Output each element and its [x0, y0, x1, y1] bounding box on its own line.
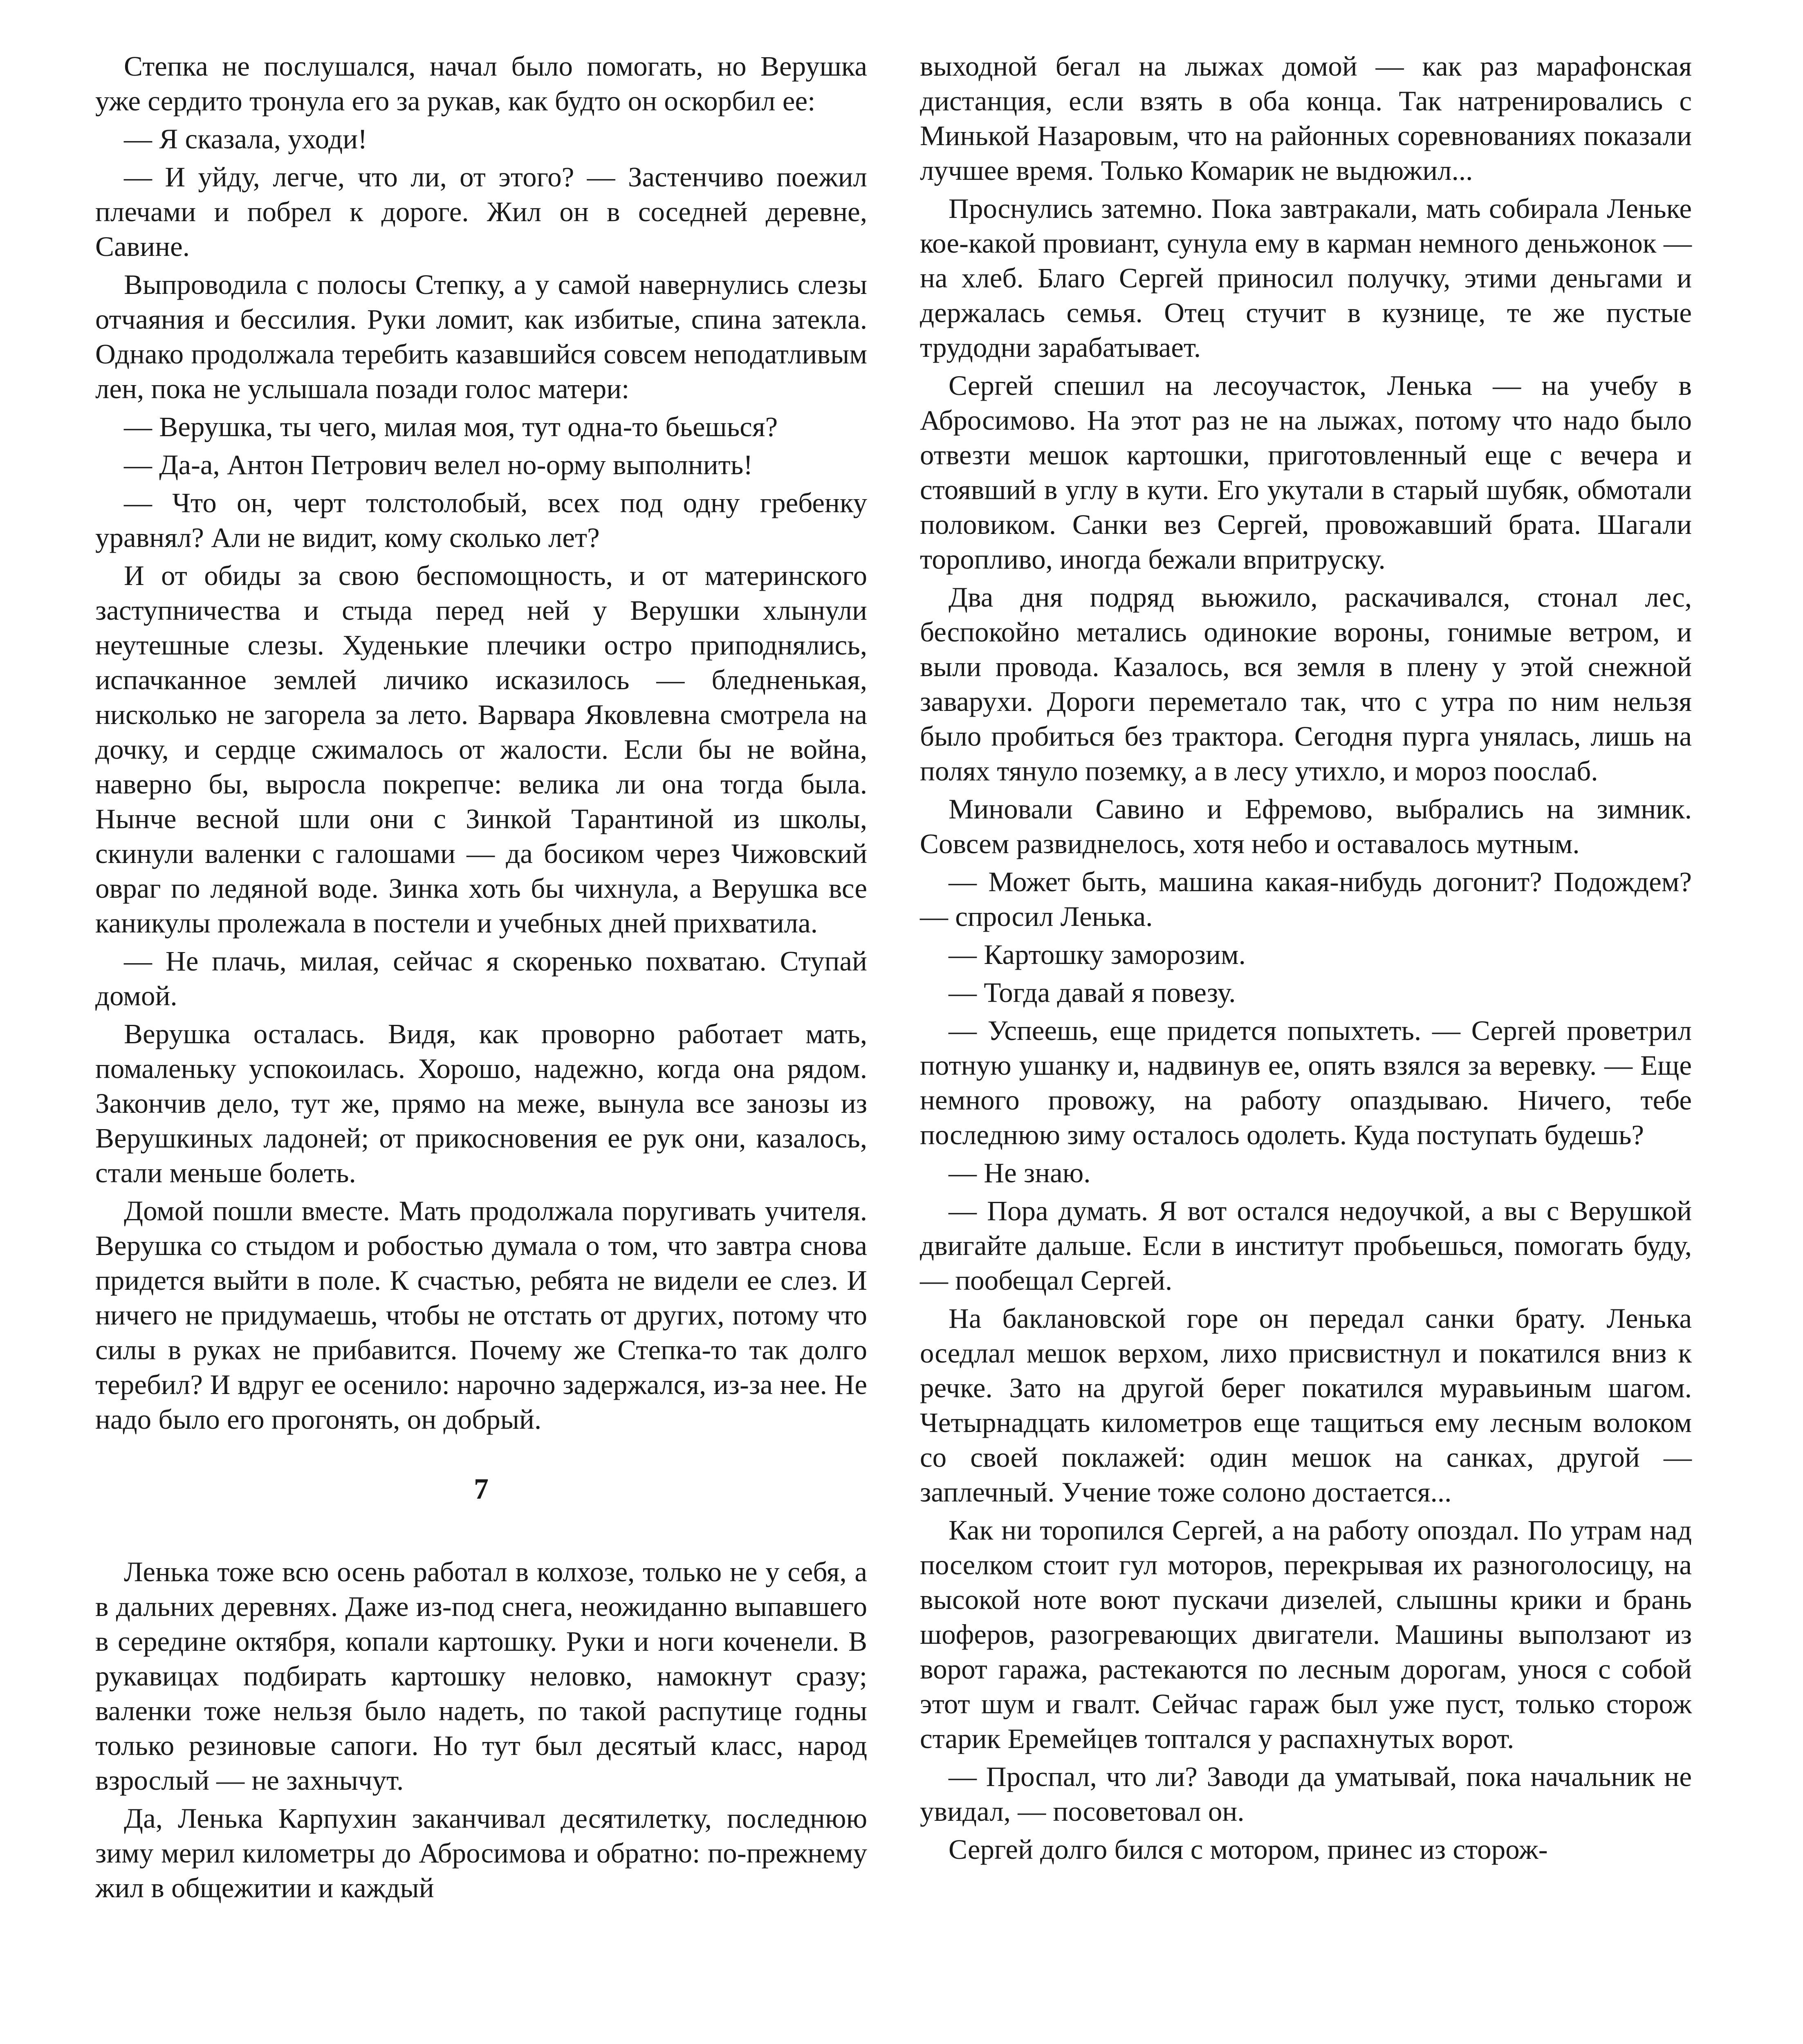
continued-paragraph: выходной бегал на лыжах домой — как раз марафонская дистанция, если взять в оба конца. Так натренировались с Минькой Назаровым, что на районных соревнованиях показали лучшее время. Только Комарик не выдюжил...: [920, 51, 1692, 186]
right-column: [920, 49, 1692, 1867]
left-paragraphs-after: [95, 1555, 867, 1905]
paragraph: Верушка осталась. Видя, как проворно работает мать, помаленьку успокоилась. Хорошо, надежно, когда она рядом. Закончив дело, тут же, прямо на меже, вынула все занозы из Верушкиных ладоней; от прикосновения ее рук они, казалось, стали меньше болеть.: [95, 1018, 867, 1188]
paragraph: — Да-а, Антон Петрович велел но-орму выполнить!: [124, 449, 753, 480]
paragraph: — Успеешь, еще придется попыхтеть. — Сергей проветрил потную ушанку и, надвинув ее, опять взялся за веревку. — Еще немного провожу, на работу опаздываю. Ничего, тебе последнюю зиму осталось одолеть. Куда поступать будешь?: [920, 1015, 1692, 1150]
paragraph: Проснулись затемно. Пока завтракали, мать собирала Леньке кое-какой провиант, сунула ему в карман немного деньжонок — на хлеб. Благо Сергей приносил получку, этими деньгами и держалась семья. Отец стучит в кузнице, те же пустые трудодни зарабатывает.: [920, 193, 1692, 363]
paragraph: Ленька тоже всю осень работал в колхозе, только не у себя, а в дальних деревнях. Даже из-под снега, неожиданно выпавшего в середине октября, копали картошку. Руки и ноги коченели. В рукавицах подбирать картошку неловко, намокнут сразу; валенки тоже нельзя было надеть, по такой распутице годны только резиновые сапоги. Но тут был десятый класс, народ взрослый — не захнычут.: [95, 1556, 867, 1796]
paragraph: Миновали Савино и Ефремово, выбрались на зимник. Совсем развиднелось, хотя небо и оставалось мутным.: [920, 793, 1692, 859]
paragraph: — Я сказала, уходи!: [124, 123, 368, 155]
paragraph: На баклановской горе он передал санки брату. Ленька оседлал мешок верхом, лихо присвистнул и покатился вниз к речке. Зато на другой берег покатился муравьиным шагом. Четырнадцать километров еще тащиться ему лесным волоком со своей поклажей: один мешок на санках, другой — заплечный. Учение тоже солоно достается...: [920, 1303, 1692, 1508]
paragraph: Как ни торопился Сергей, а на работу опоздал. По утрам над поселком стоит гул моторов, перекрывая их разноголосицу, на высокой ноте воют пускачи дизелей, слышны крики и брань шоферов, разогревающих двигатели. Машины выползают из ворот гаража, растекаются по лесным дорогам, унося с собой этот шум и гвалт. Сейчас гараж был уже пуст, только сторож старик Еремейцев топтался у распахнутых ворот.: [920, 1515, 1692, 1754]
paragraph: Сергей долго бился с мотором, принес из сторож-: [949, 1834, 1548, 1865]
left-column: [95, 49, 867, 1905]
chapter-number: 7: [474, 1472, 489, 1505]
paragraph: Выпроводила с полосы Степку, а у самой навернулись слезы отчаяния и бессилия. Руки ломит, как избитые, спина затекла. Однако продолжала теребить казавшийся совсем неподатливым лен, пока не услышала позади голос матери:: [95, 269, 867, 404]
paragraph: И от обиды за свою беспомощность, и от материнского заступничества и стыда перед ней у Верушки хлынули неутешные слезы. Худенькие плечики остро приподнялись, испачканное землей личико исказилось — бледненькая, нисколько не загорела за лето. Варвара Яковлевна смотрела на дочку, и сердце сжималось от жалости. Если бы не война, наверно бы, выросла покрепче: велика ли она тогда была. Нынче весной шли они с Зинкой Тарантиной из школы, скинули валенки с галошами — да босиком через Чижовский овраг по ледяной воде. Зинка хоть бы чихнула, а Верушка все каникулы пролежала в постели и учебных дней прихватила.: [95, 560, 867, 939]
paragraph: Два дня подряд вьюжило, раскачивался, стонал лес, беспокойно метались одинокие вороны, гонимые ветром, и выли провода. Казалось, вся земля в плену у этой снежной заварухи. Дороги переметало так, что с утра по ним нельзя было пробиться без трактора. Сегодня пурга унялась, лишь на полях тянуло поземку, а в лесу утихло, и мороз поослаб.: [920, 582, 1692, 787]
left-paragraphs-before: [95, 49, 867, 1437]
paragraph: — Проспал, что ли? Заводи да уматывай, пока начальник не увидал, — посоветовал он.: [920, 1761, 1692, 1827]
paragraph: — Что он, черт толстолобый, всех под одну гребенку уравнял? Али не видит, кому сколько лет?: [95, 487, 867, 553]
paragraph: — Пора думать. Я вот остался недоучкой, а вы с Верушкой двигайте дальше. Если в институт пробьешься, помогать буду, — пообещал Сергей.: [920, 1195, 1692, 1296]
paragraph: Домой пошли вместе. Мать продолжала поругивать учителя. Верушка со стыдом и робостью думала о том, что завтра снова придется выйти в поле. К счастью, ребята не видели ее слез. И ничего не придумаешь, чтобы не отстать от других, потому что силы в руках не прибавится. Почему же Степка-то так долго теребил? И вдруг ее осенило: нарочно задержался, из-за нее. Не надо было его прогонять, он добрый.: [95, 1195, 867, 1435]
paragraph: — И уйду, легче, что ли, от этого? — Застенчиво поежил плечами и побрел к дороге. Жил он в соседней деревне, Савине.: [95, 161, 867, 262]
paragraph: — Не плачь, милая, сейчас я скоренько похватаю. Ступай домой.: [95, 946, 867, 1011]
paragraph: Сергей спешил на лесоучасток, Ленька — на учебу в Абросимово. На этот раз не на лыжах, потому что надо было отвезти мешок картошки, приготовленный еще с вечера и стоявший в углу в кути. Его укутали в старый шубяк, обмотали половиком. Санки вез Сергей, провожавший брата. Шагали торопливо, иногда бежали впритруску.: [920, 370, 1692, 575]
paragraph: — Не знаю.: [949, 1157, 1091, 1188]
paragraph: Степка не послушался, начал было помогать, но Верушка уже сердито тронула его за рукав, как будто он оскорбил ее:: [95, 51, 867, 117]
paragraph: — Тогда давай я повезу.: [949, 977, 1236, 1008]
paragraph: — Верушка, ты чего, милая моя, тут одна-то бьешься?: [124, 411, 778, 442]
paragraph: Да, Ленька Карпухин заканчивал десятилетку, последнюю зиму мерил километры до Абросимова и обратно: по-прежнему жил в общежитии и каждый: [95, 1803, 867, 1903]
paragraph: — Может быть, машина какая-нибудь догонит? Подождем? — спросил Ленька.: [920, 866, 1692, 932]
paragraph: — Картошку заморозим.: [949, 939, 1246, 970]
